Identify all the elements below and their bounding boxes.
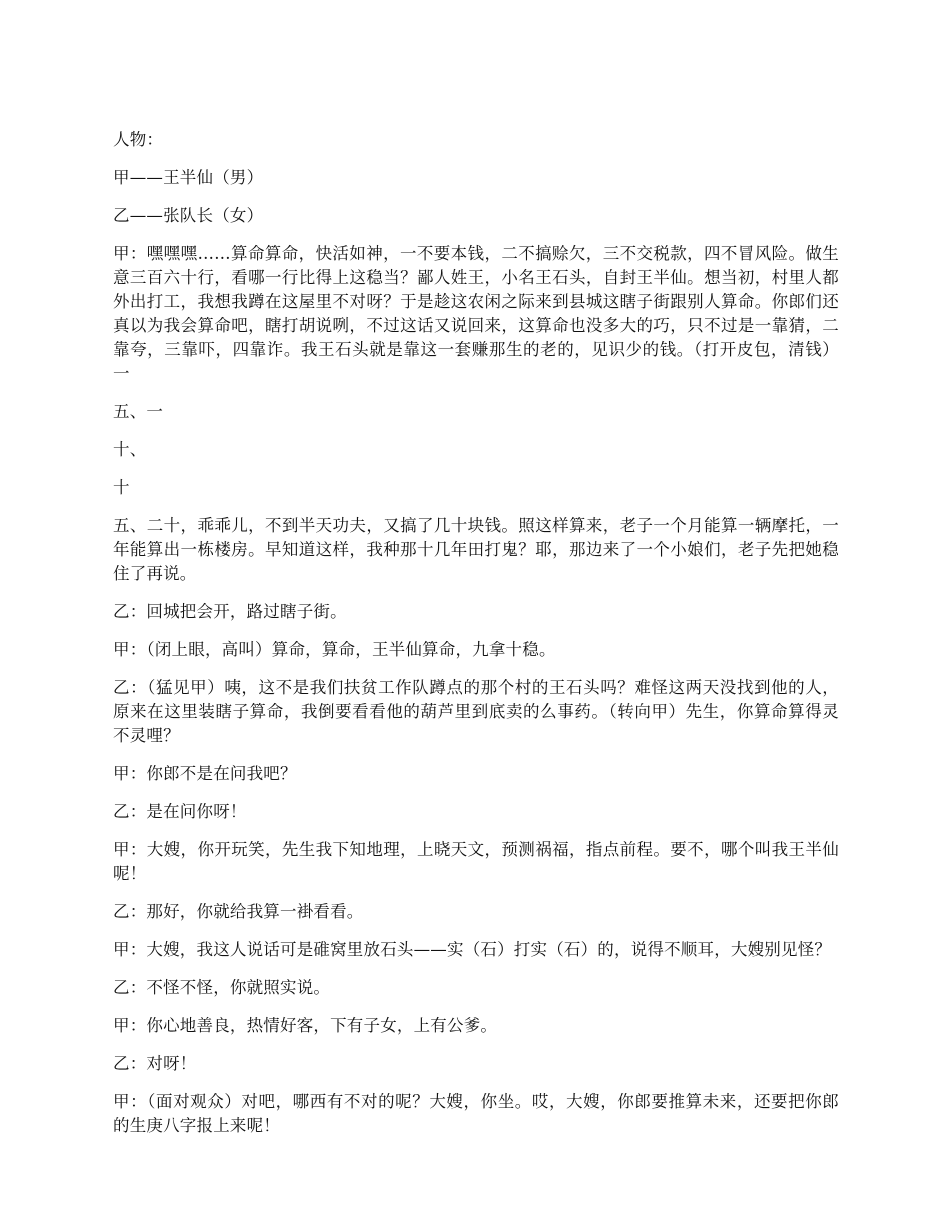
paragraph: 五、一 [113, 402, 164, 421]
paragraph: 甲：（闭上眼，高叫）算命，算命，王半仙算命，九拿十稳。 [113, 640, 556, 659]
paragraph: 乙：回城把会开，路过瞎子街。 [113, 602, 347, 621]
paragraph: 甲：大嫂，你开玩笑，先生我下知地理，上晓天文，预测祸福，指点前程。要不，哪个叫我王半仙呢！ [113, 840, 839, 883]
paragraph: 五、二十，乖乖儿，不到半天功夫，又搞了几十块钱。照这样算来，老子一个月能算一辆摩托，一年能算出一栋楼房。早知道这样，我种那十几年田打鬼？耶，那边来了一个小娘们，老子先把她稳住了再说。 [113, 516, 839, 583]
paragraph: 乙：那好，你就给我算一褂看看。 [113, 902, 364, 921]
paragraph: 十、 [113, 440, 147, 459]
paragraph: 十 [113, 478, 130, 497]
document-body [113, 128, 839, 1152]
paragraph: 甲：（面对观众）对吧，哪西有不对的呢？大嫂，你坐。哎，大嫂，你郎要推算未来，还要把你郎的生庚八字报上来呢！ [113, 1092, 839, 1135]
paragraph: 甲：嘿嘿嘿……算命算命，快活如神，一不要本钱，二不搞赊欠，三不交税款，四不冒风险。做生意三百六十行，看哪一行比得上这稳当？鄙人姓王，小名王石头，自封王半仙。想当初，村里人都外出打工，我想我蹲在这屋里不对呀？于是趁这农闲之际来到县城这瞎子街跟别人算命。你郎们还真以为我会算命吧，瞎打胡说咧，不过这话又说回来，这算命也没多大的巧，只不过是一靠猜，二靠夸，三靠吓，四靠诈。我王石头就是靠这一套赚那生的老的，见识少的钱。（打开皮包，清钱）一 [113, 244, 839, 383]
paragraph: 甲：你心地善良，热情好客，下有子女，上有公爹。 [113, 1016, 498, 1035]
paragraph: 甲——王半仙（男） [113, 168, 264, 187]
paragraph: 甲：大嫂，我这人说话可是碓窝里放石头——实（石）打实（石）的，说得不顺耳，大嫂别见怪？ [113, 940, 832, 959]
paragraph: 乙：不怪不怪，你就照实说。 [113, 978, 331, 997]
paragraph: 乙：是在问你呀！ [113, 802, 247, 821]
paragraph: 乙：对呀！ [113, 1054, 197, 1073]
paragraph: 甲：你郎不是在问我吧？ [113, 764, 297, 783]
paragraph: 乙——张队长（女） [113, 206, 264, 225]
paragraph: 人物： [113, 130, 164, 149]
paragraph: 乙：（猛见甲）咦，这不是我们扶贫工作队蹲点的那个村的王石头吗？难怪这两天没找到他的人，原来在这里装瞎子算命，我倒要看看他的葫芦里到底卖的么事药。（转向甲）先生，你算命算得灵不灵哩？ [113, 678, 839, 745]
